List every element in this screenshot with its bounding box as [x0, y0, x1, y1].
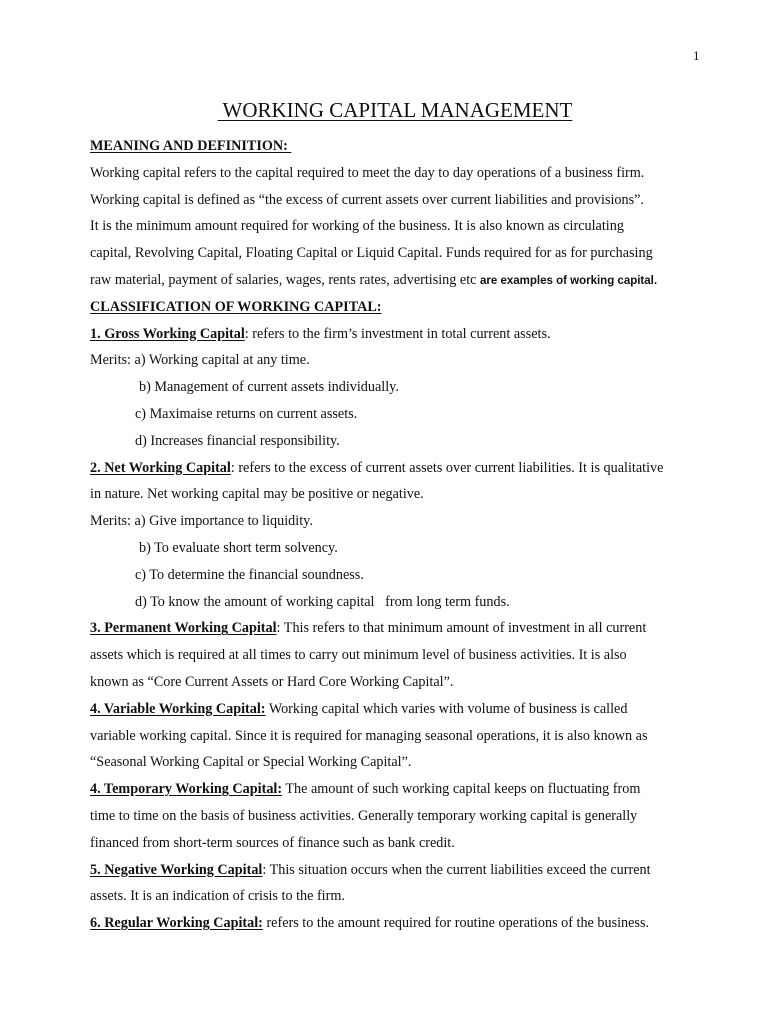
definition-text: : refers to the firm’s investment in total current assets.	[244, 325, 551, 342]
term-gross-working-capital: 1. Gross Working Capital	[90, 325, 245, 342]
negative-working-capital-definition	[90, 857, 710, 884]
paragraph-text: raw material, payment of salaries, wages, rents rates, advertising etc	[90, 271, 481, 288]
gross-working-capital-definition	[90, 321, 710, 348]
paragraph-line: variable working capital. Since it is required for managing seasonal operations, it is also known as	[90, 727, 648, 744]
paragraph-line: known as “Core Current Assets or Hard Core Working Capital”.	[90, 673, 454, 690]
term-temporary-working-capital: 4. Temporary Working Capital:	[90, 781, 283, 798]
paragraph-line: It is the minimum amount required for working of the business. It is also known as circulating	[90, 218, 624, 235]
temporary-working-capital-definition	[90, 776, 710, 803]
paragraph-line: “Seasonal Working Capital or Special Working Capital”.	[90, 754, 412, 771]
term-negative-working-capital: 5. Negative Working Capital	[90, 861, 263, 878]
page-number: 1	[693, 48, 700, 63]
section-heading-meaning: MEANING AND DEFINITION:	[90, 138, 292, 154]
paragraph-line: financed from short-term sources of finance such as bank credit.	[90, 834, 455, 851]
term-variable-working-capital: 4. Variable Working Capital:	[90, 700, 266, 717]
merit-item: Merits: a) Working capital at any time.	[90, 352, 310, 369]
definition-text: The amount of such working capital keeps on fluctuating from	[282, 781, 641, 798]
definition-text: refers to the amount required for routine operations of the business.	[262, 915, 650, 932]
variable-working-capital-definition	[90, 696, 710, 723]
merit-item: c) Maximaise returns on current assets.	[135, 405, 358, 422]
merit-item: b) Management of current assets individually.	[139, 379, 399, 396]
paragraph-line: time to time on the basis of business activities. Generally temporary working capital is generally	[90, 807, 638, 824]
merit-item: Merits: a) Give importance to liquidity.	[90, 513, 313, 530]
net-working-capital-definition	[90, 455, 710, 482]
definition-text: Working capital which varies with volume of business is called	[265, 700, 628, 717]
term-permanent-working-capital: 3. Permanent Working Capital	[90, 620, 277, 637]
section-heading-classification: CLASSIFICATION OF WORKING CAPITAL:	[90, 298, 382, 315]
document-title: WORKING CAPITAL MANAGEMENT	[217, 98, 573, 122]
merit-item: d) Increases financial responsibility.	[135, 432, 340, 449]
merit-item: c) To determine the financial soundness.	[135, 566, 364, 583]
paragraph-line: capital, Revolving Capital, Floating Capital or Liquid Capital. Funds required for as for purchasing	[90, 245, 653, 262]
merit-item: d) To know the amount of working capital from long term funds.	[135, 593, 510, 610]
paragraph-line: assets which is required at all times to carry out minimum level of business activities. It is also	[90, 647, 627, 664]
term-net-working-capital: 2. Net Working Capital	[90, 459, 231, 476]
bold-tail-text: are examples of working capital.	[480, 274, 658, 287]
permanent-working-capital-definition	[90, 615, 710, 642]
paragraph-line: assets. It is an indication of crisis to the firm.	[90, 888, 345, 905]
definition-text: : refers to the excess of current assets over current liabilities. It is qualitative	[230, 459, 664, 476]
paragraph-line: Working capital refers to the capital required to meet the day to day operations of a business firm.	[90, 164, 645, 181]
paragraph-line: Working capital is defined as “the excess of current assets over current liabilities and provisions”.	[90, 191, 644, 208]
paragraph-line	[90, 267, 710, 294]
definition-text: : This situation occurs when the current liabilities exceed the current	[262, 861, 651, 878]
paragraph-line: in nature. Net working capital may be positive or negative.	[90, 486, 424, 503]
merit-item: b) To evaluate short term solvency.	[139, 539, 338, 556]
regular-working-capital-definition	[90, 910, 710, 937]
document-body	[90, 133, 710, 937]
term-regular-working-capital: 6. Regular Working Capital:	[90, 915, 263, 932]
definition-text: : This refers to that minimum amount of investment in all current	[276, 620, 647, 637]
